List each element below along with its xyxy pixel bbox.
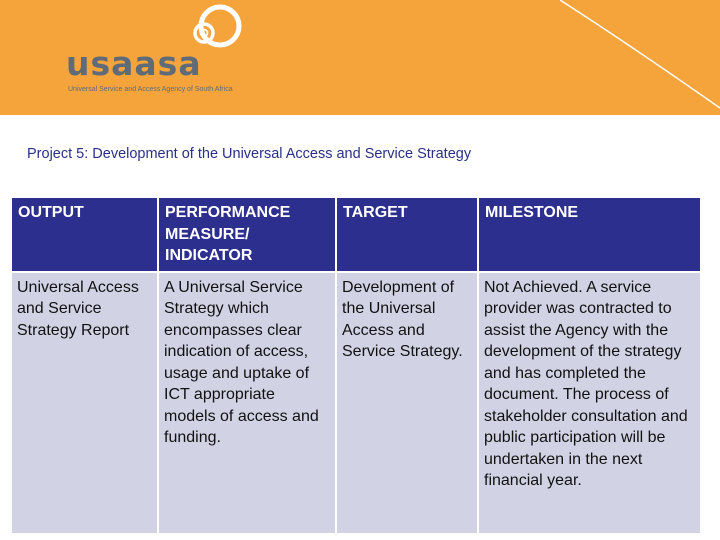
- logo-wordmark: usaasa: [66, 44, 202, 83]
- project-title: Project 5: Development of the Universal Access and Service Strategy: [27, 146, 472, 162]
- column-header-milestone: MILESTONE: [478, 197, 701, 272]
- cell-output: Universal Access and Service Strategy Report: [11, 272, 158, 534]
- column-header-target: TARGET: [336, 197, 478, 272]
- table-header-row: [11, 197, 701, 272]
- column-header-performance-measure: PERFORMANCE MEASURE/ INDICATOR: [158, 197, 336, 272]
- cell-target: Development of the Universal Access and Service Strategy.: [336, 272, 478, 534]
- column-header-output: OUTPUT: [11, 197, 158, 272]
- cell-milestone: Not Achieved. A service provider was contracted to assist the Agency with the development of the strategy and has completed the document. The process of stakeholder consultation and public participation will be undertaken in the next financial year.: [478, 272, 701, 534]
- decorative-swoosh: [560, 0, 720, 115]
- header-banner: [0, 0, 720, 115]
- performance-table: [10, 196, 702, 535]
- logo-tagline: Universal Service and Access Agency of South Africa: [68, 86, 233, 93]
- table-row: [11, 272, 701, 534]
- cell-performance-measure: A Universal Service Strategy which encompasses clear indication of access, usage and uptake of ICT appropriate models of access and funding.: [158, 272, 336, 534]
